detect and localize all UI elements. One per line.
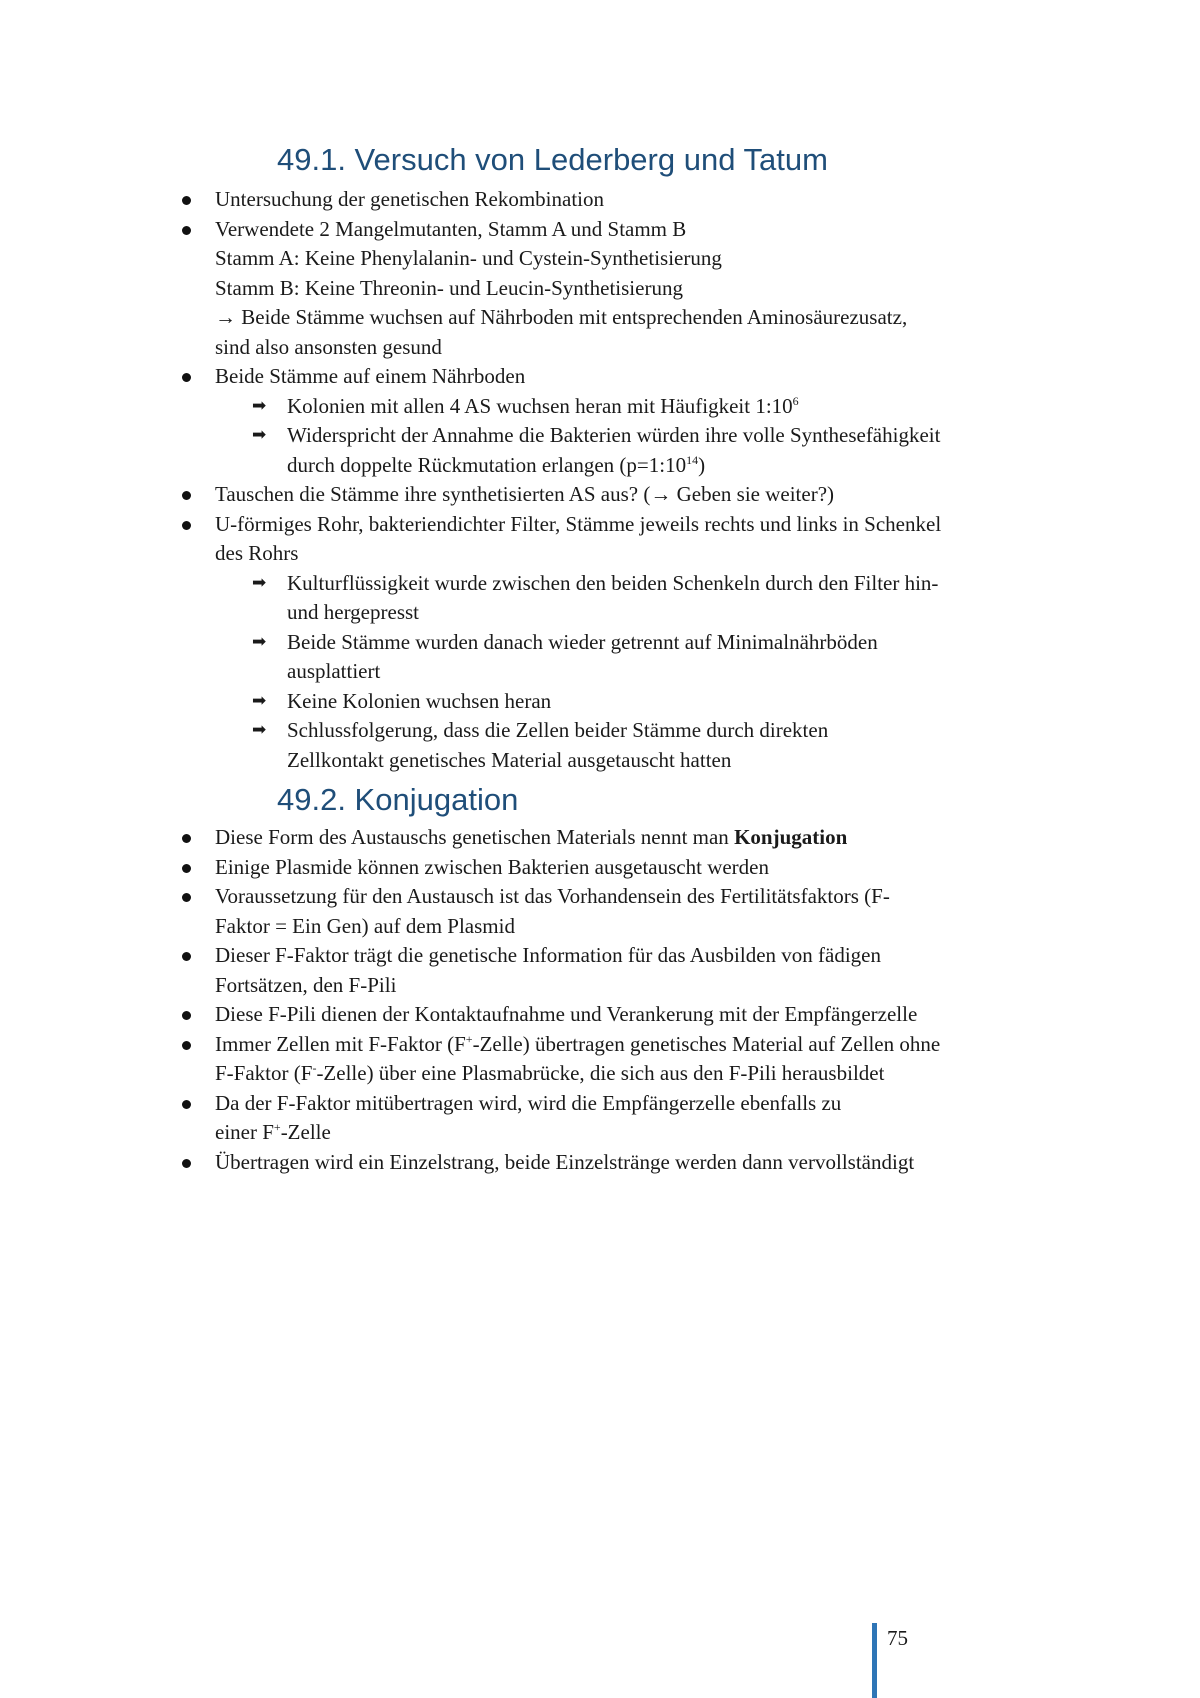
sub-list [215, 392, 1060, 481]
bullet-dot-icon [182, 226, 191, 235]
list-item: Übertragen wird ein Einzelstrang, beide Einzelstränge werden dann vervollständigt [180, 1148, 1060, 1178]
page-number: 75 [887, 1626, 908, 1650]
list-item: Tauschen die Stämme ihre synthetisierten AS aus? (→ Geben sie weiter?) [180, 480, 1060, 510]
arrow-bullet-icon: ➡ [252, 425, 267, 445]
bullet-dot-icon [182, 864, 191, 873]
sub-list-item: ➡ Beide Stämme wurden danach wieder getrennt auf Minimalnährböden ausplattiert [252, 629, 878, 683]
section-heading-lederberg-tatum: 49.1. Versuch von Lederberg und Tatum [277, 142, 828, 177]
sub-list [215, 569, 1060, 776]
arrow-bullet-icon: ➡ [252, 720, 267, 740]
list-item: Beide Stämme auf einem Nährboden ➡ Kolonien mit allen 4 AS wuchsen heran mit Häufigkeit $1:10^6$ ➡ Widerspricht der Annahme die Bakterien würden ihre volle Synthesefähigkeit durch doppelte Rückmutation erlangen $(p=1:10^{14})$ [180, 362, 1060, 480]
sub-list-item: ➡ Kulturflüssigkeit wurde zwischen den beiden Schenkeln durch den Filter hin- und hergepresst [252, 570, 939, 624]
section1-bullet-list [180, 185, 1060, 775]
bullet-dot-icon [182, 1011, 191, 1020]
arrow-bullet-icon: ➡ [252, 395, 267, 416]
bullet-dot-icon [182, 373, 191, 382]
list-item: U-förmiges Rohr, bakteriendichter Filter, Stämme jeweils rechts und links in Schenkel des Rohrs ➡ Kulturflüssigkeit wurde zwischen den beiden Schenkeln durch den Filter hin- und hergepresst ➡ Beide Stämme wurden danach wieder getrennt auf Minimalnährböden ausplattiert ➡ Keine Kolonien wuchsen heran ➡ Schlussfolgerung, dass die Zellen beider Stämme durch direkten Zellkontakt genetisches Material ausgetauscht hatten [180, 510, 1060, 776]
sub-list-item: ➡ Keine Kolonien wuchsen heran [287, 687, 1060, 717]
bullet-dot-icon [182, 834, 191, 843]
arrow-bullet-icon: ➡ [252, 690, 267, 711]
arrow-bullet-icon: ➡ [252, 572, 267, 593]
bullet-dot-icon [182, 1041, 191, 1050]
list-item: Diese F-Pili dienen der Kontaktaufnahme und Verankerung mit der Empfängerzelle [180, 1000, 1060, 1030]
list-item: Immer Zellen mit F-Faktor (F+-Zelle) übertragen genetisches Material auf Zellen ohne F-Faktor (F--Zelle) über eine Plasmabrücke, die sich aus den F-Pili herausbildet [180, 1030, 1060, 1089]
bullet-dot-icon [182, 1100, 191, 1109]
list-item: Voraussetzung für den Austausch ist das Vorhandensein des Fertilitätsfaktors (F- Faktor = Ein Gen) auf dem Plasmid [180, 882, 1060, 941]
sub-list-item: ➡ Schlussfolgerung, dass die Zellen beider Stämme durch direkten Zellkontakt genetisches Material ausgetauscht hatten [252, 718, 829, 772]
list-item: Dieser F-Faktor trägt die genetische Information für das Ausbilden von fädigen Fortsätzen, den F-Pili [180, 941, 1060, 1000]
list-item: Diese Form des Austauschs genetischen Materials nennt man Konjugation [180, 823, 1060, 853]
sub-list-item: ➡ Kolonien mit allen 4 AS wuchsen heran mit Häufigkeit $1:10^6$ [287, 392, 1060, 422]
list-item: Einige Plasmide können zwischen Bakterien ausgetauscht werden [180, 853, 1060, 883]
arrow-bullet-icon: ➡ [252, 631, 267, 652]
page-number-rule [872, 1623, 877, 1698]
bullet-dot-icon [182, 1159, 191, 1168]
list-item: Verwendete 2 Mangelmutanten, Stamm A und Stamm B Stamm A: Keine Phenylalanin- und Cystein-Synthetisierung Stamm B: Keine Threonin- und Leucin-Synthetisierung → Beide Stämme wuchsen auf Nährboden mit entsprechenden Aminosäurezusatz, sind also ansonsten gesund [180, 215, 1060, 363]
section-heading-konjugation: 49.2. Konjugation [277, 782, 519, 817]
list-item: Untersuchung der genetischen Rekombination [180, 185, 1060, 215]
bullet-dot-icon [182, 196, 191, 205]
bullet-dot-icon [182, 491, 191, 500]
bullet-dot-icon [182, 893, 191, 902]
bullet-dot-icon [182, 952, 191, 961]
sub-list-item: ➡ Widerspricht der Annahme die Bakterien würden ihre volle Synthesefähigkeit durch doppelte Rückmutation erlangen $(p=1:10^{14})$ [252, 423, 941, 477]
list-item: Da der F-Faktor mitübertragen wird, wird die Empfängerzelle ebenfalls zu einer F+-Zelle [180, 1089, 1060, 1148]
bullet-dot-icon [182, 521, 191, 530]
section2-bullet-list [180, 823, 1060, 1177]
